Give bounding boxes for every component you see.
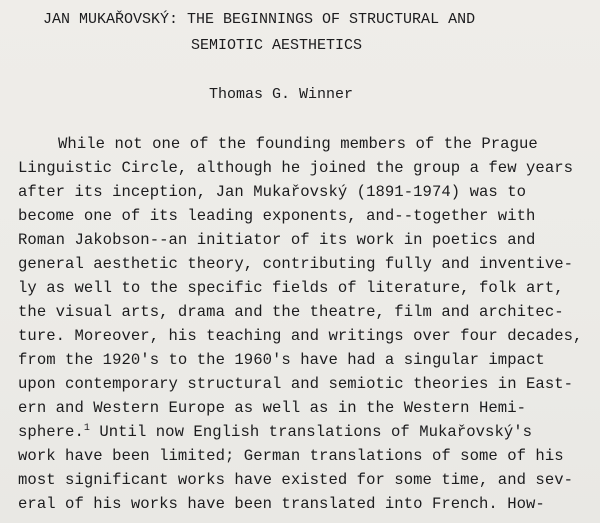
body-line: the visual arts, drama and the theatre, film and architec- [18, 303, 564, 321]
body-line: ern and Western Europe as well as in the Western Hemi- [18, 399, 527, 417]
title-line-2: SEMIOTIC AESTHETICS [191, 37, 363, 54]
footnote-marker: 1 [83, 423, 90, 434]
body-line: become one of its leading exponents, and--together with [18, 207, 536, 225]
body-line: upon contemporary structural and semiotic theories in East- [18, 375, 574, 393]
body-line-with-footnote [18, 423, 532, 441]
footnote-line-end: Until now English translations of Mukařovský's [89, 423, 533, 441]
footnote-line-start: sphere. [18, 423, 84, 441]
body-line: eral of his works have been translated into French. How- [18, 495, 545, 513]
title-line-1: JAN MUKAŘOVSKÝ: THE BEGINNINGS OF STRUCTURAL AND [43, 11, 476, 28]
body-line: most significant works have existed for some time, and sev- [18, 471, 574, 489]
author-name: Thomas G. Winner [209, 86, 354, 103]
body-line: from the 1920's to the 1960's have had a singular impact [18, 351, 545, 369]
body-line: ture. Moreover, his teaching and writings over four decades, [18, 327, 583, 345]
body-line: While not one of the founding members of the Prague [58, 135, 538, 153]
body-line: Roman Jakobson--an initiator of its work in poetics and [18, 231, 536, 249]
body-line: ly as well to the specific fields of literature, folk art, [18, 279, 564, 297]
body-line: general aesthetic theory, contributing fully and inventive- [18, 255, 574, 273]
body-line: Linguistic Circle, although he joined the group a few years [18, 159, 574, 177]
body-line: after its inception, Jan Mukařovský (1891-1974) was to [18, 183, 527, 201]
body-line: work have been limited; German translations of some of his [18, 447, 564, 465]
